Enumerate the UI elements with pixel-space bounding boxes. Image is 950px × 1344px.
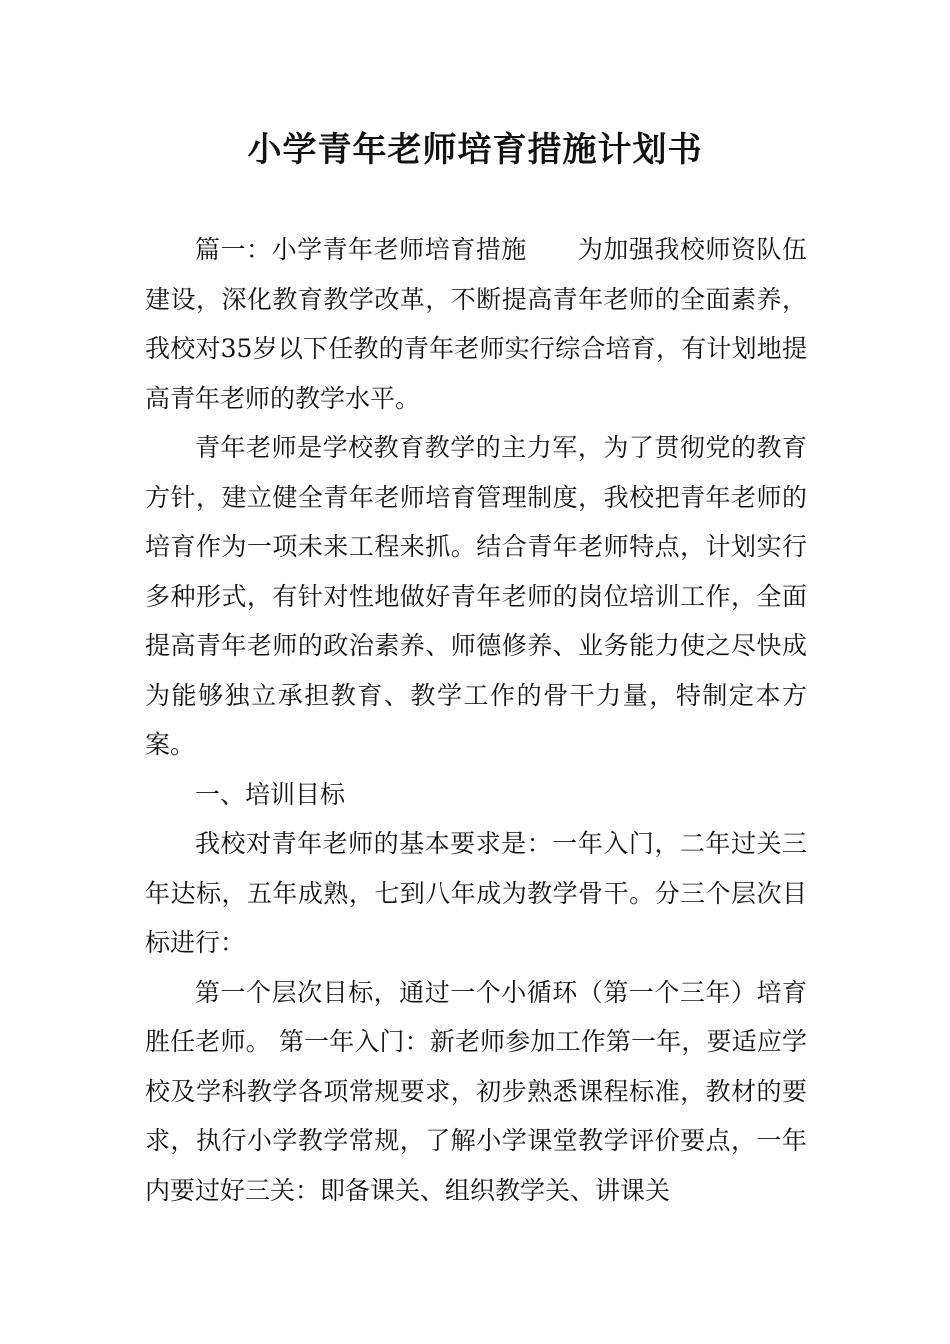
- paragraph-1: 篇一：小学青年老师培育措施 为加强我校师资队伍建设，深化教育教学改革，不断提高青年老师的全面素养，我校对35岁以下任教的青年老师实行综合培育，有计划地提高青年老师的教学水平。: [145, 235, 807, 413]
- paragraph-2: 青年老师是学校教育教学的主力军，为了贯彻党的教育方针，建立健全青年老师培育管理制度，我校把青年老师的培育作为一项未来工程来抓。结合青年老师特点，计划实行多种形式，有针对性地做好青年老师的岗位培训工作，全面提高青年老师的政治素养、师德修养、业务能力使之尽快成为能够独立承担教育、教学工作的骨干力量，特制定本方案。: [145, 433, 807, 759]
- document-body: [145, 225, 807, 1215]
- section-heading-training-goals: 一、培训目标: [195, 779, 346, 809]
- paragraph-4: 第一个层次目标，通过一个小循环（第一个三年）培育胜任老师。 第一年入门：新老师参加工作第一年，要适应学校及学科教学各项常规要求，初步熟悉课程标准，教材的要求，执行小学教学常规，了解小学课堂教学评价要点，一年内要过好三关：即备课关、组织教学关、讲课关: [145, 977, 807, 1205]
- document-title: 小学青年老师培育措施计划书: [247, 130, 703, 170]
- paragraph-3: 我校对青年老师的基本要求是：一年入门，二年过关三年达标，五年成熟，七到八年成为教学骨干。分三个层次目标进行：: [145, 829, 807, 957]
